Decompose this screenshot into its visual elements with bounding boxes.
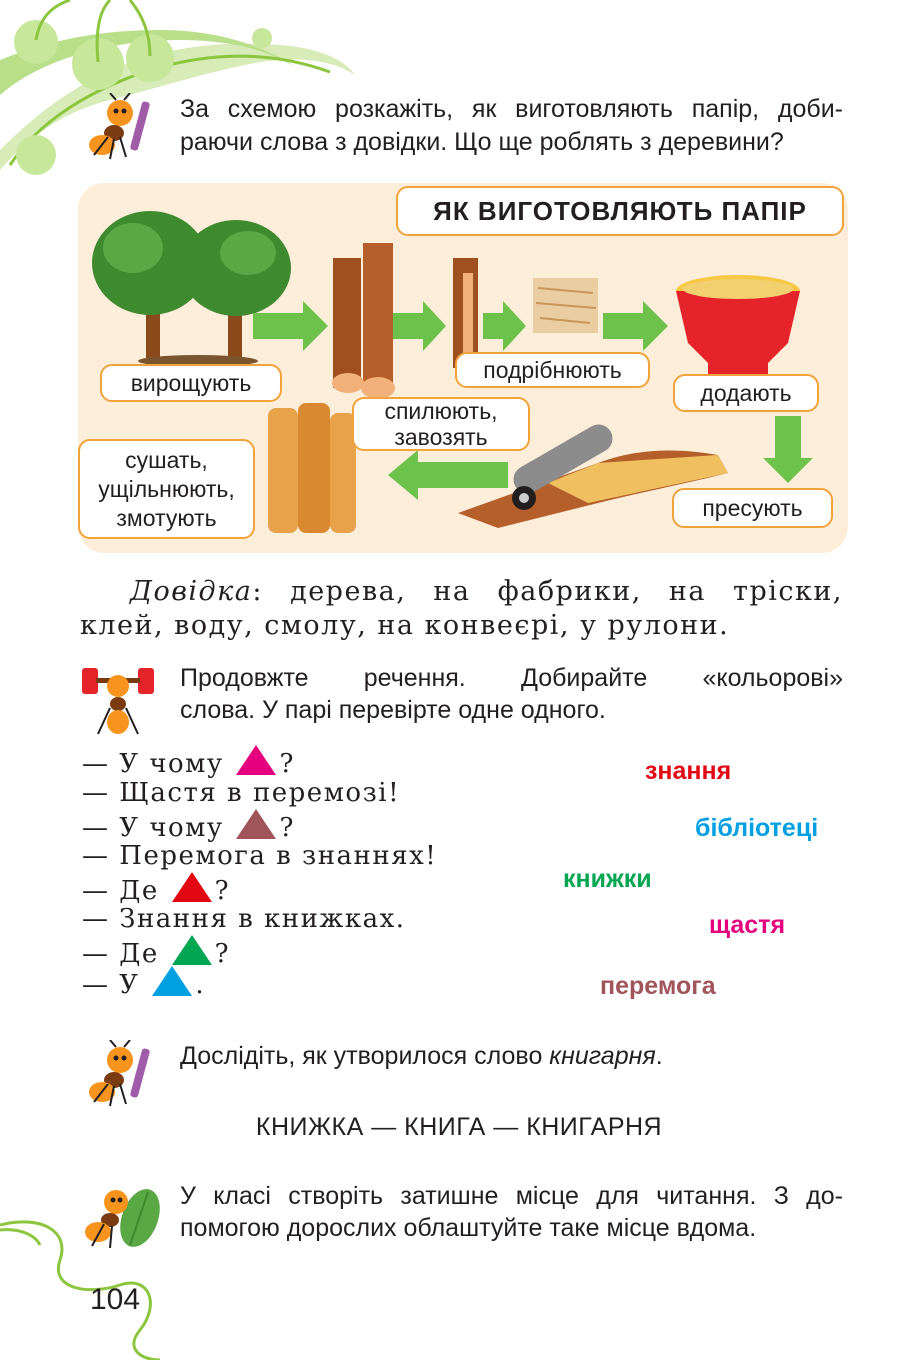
label-cut-line2: завозять (394, 424, 488, 450)
task4-text-line1: У класі створіть затишне місце для читання. З до- (180, 1182, 843, 1210)
task3-text (180, 1040, 663, 1073)
wood-chips-icon (533, 278, 598, 333)
dialog-text: ? (214, 939, 231, 969)
dialog-text: Знання в книжках. (119, 904, 406, 934)
label-cut (352, 397, 530, 451)
label-grow: вирощують (100, 364, 282, 402)
label-add: додають (673, 374, 819, 412)
ant-pencil-icon (80, 93, 160, 163)
dialog-text: ? (279, 813, 295, 843)
dialog-dash: — (82, 904, 110, 934)
dialog-dash: — (82, 778, 110, 808)
dialog-text: У (119, 970, 140, 1000)
label-dry (78, 439, 255, 539)
reference-line1-rest: дерева, на фабрики, на тріски, (263, 576, 843, 607)
label-cut-line1: спилюють, (384, 398, 498, 424)
log-icon (332, 243, 395, 399)
triangle-icon (236, 745, 276, 775)
dialog-line-7 (82, 935, 230, 970)
dialog-dash: — (82, 841, 110, 871)
dialog-line-6 (82, 904, 406, 935)
reference-label: Довідка (130, 576, 253, 607)
dialog-line-3 (82, 809, 295, 844)
dialog-text: Щастя в перемозі! (119, 778, 401, 808)
label-dry-line2: ущільнюють, (98, 475, 235, 502)
ant-dumbbell-icon (78, 660, 158, 742)
dialog-line-4 (82, 841, 437, 872)
dialog-text: У чому (119, 749, 224, 779)
dialog-dash: — (82, 876, 110, 906)
task2-text-line2: слова. У парі перевірте одне одного. (180, 696, 606, 724)
color-word-biblioteci: бібліотеці (695, 814, 819, 842)
color-word-knyzhky: книжки (563, 865, 652, 893)
label-dry-line1: сушать, (125, 446, 208, 473)
task1-text-line1: За схемою розкажіть, як виготовляють папір, доби- (180, 95, 843, 123)
label-dry-line3: змотують (116, 504, 217, 531)
reference-colon: : (252, 576, 263, 607)
scheme-title: ЯК ВИГОТОВЛЯЮТЬ ПАПІР (396, 186, 844, 236)
dialog-dash: — (82, 813, 110, 843)
task3-text-italic: книгарня (549, 1042, 656, 1070)
dialog-text: ? (214, 876, 231, 906)
dialog-text: У чому (119, 813, 224, 843)
dialog-line-5 (82, 872, 230, 907)
vat-icon (676, 275, 800, 378)
color-word-peremoha: перемога (600, 972, 716, 1000)
page-number: 104 (90, 1283, 141, 1316)
word-chain: КНИЖКА — КНИГА — КНИГАРНЯ (255, 1113, 663, 1141)
dialog-text: Перемога в знаннях! (119, 841, 438, 871)
dialog-text: . (195, 970, 206, 1000)
dialog-text: Де (119, 876, 159, 906)
task1-text-line2: раючи слова з довідки. Що ще роблять з деревини? (180, 128, 784, 156)
dialog-dash: — (82, 939, 110, 969)
dialog-text: Де (119, 939, 159, 969)
dialog-dash: — (82, 749, 110, 779)
dialog-dash: — (82, 970, 110, 1000)
reference-line1 (130, 575, 843, 608)
task3-text-before: Дослідіть, як утворилося слово (180, 1042, 550, 1070)
ant-pencil-icon (80, 1040, 160, 1110)
triangle-icon (236, 809, 276, 839)
task2-text-line1: Продовжте речення. Добирайте «кольорові» (180, 664, 843, 692)
triangle-icon (172, 872, 212, 902)
task4-text-line2: помогою дорослих облаштуйте таке місце вдома. (180, 1214, 757, 1242)
dialog-line-1 (82, 745, 295, 780)
triangle-icon (172, 935, 212, 965)
label-crush: подрібнюють (455, 352, 650, 388)
paper-rolls-icon (268, 403, 356, 533)
triangle-icon (152, 966, 192, 996)
dialog-line-2 (82, 778, 400, 809)
tree-icon (92, 211, 291, 367)
ant-leaf-icon (80, 1180, 162, 1252)
color-word-shchastia: щастя (709, 911, 786, 939)
reference-line2: клей, воду, смолу, на конвеєрі, у рулони. (80, 610, 730, 641)
dialog-text: ? (279, 749, 295, 779)
task3-text-after: . (655, 1042, 663, 1070)
color-word-znannia: знання (645, 757, 732, 785)
label-press: пресують (672, 488, 833, 528)
dialog-line-8 (82, 966, 205, 1001)
